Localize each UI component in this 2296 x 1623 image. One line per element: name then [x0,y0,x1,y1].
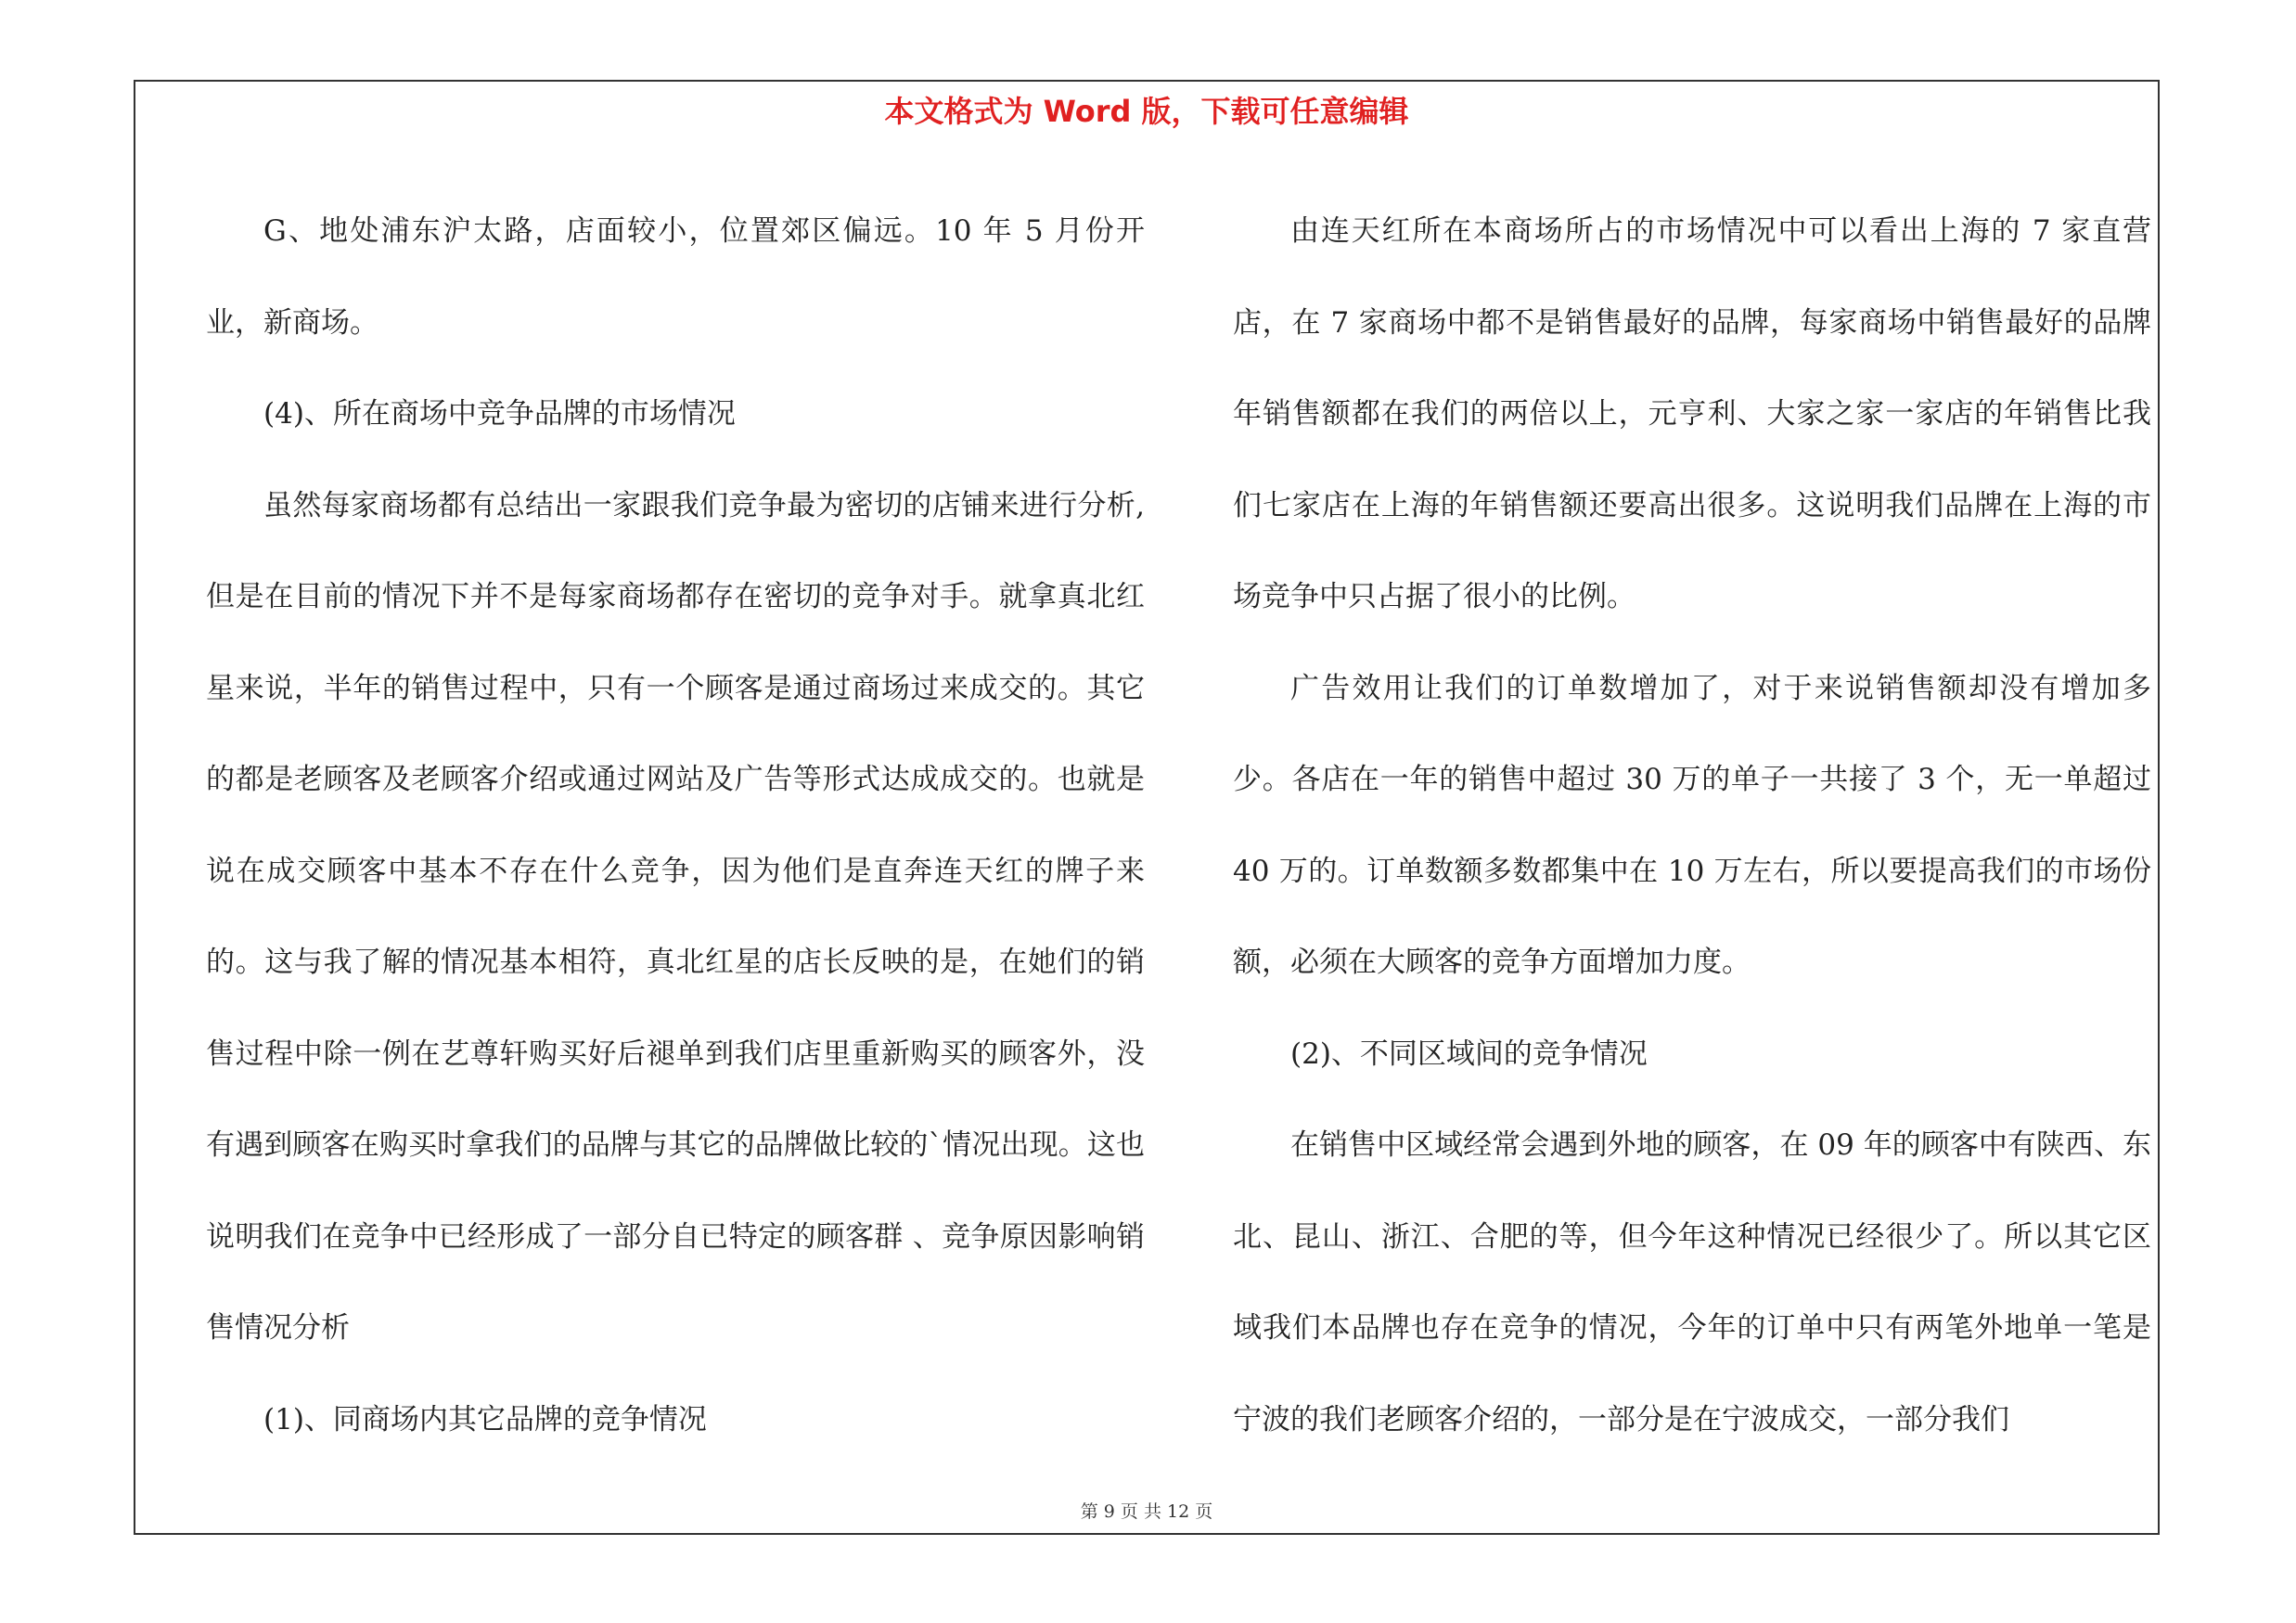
section-heading: (4)、所在商场中竞争品牌的市场情况 [263,397,736,431]
section-heading: (1)、同商场内其它品牌的竞争情况 [263,1402,707,1436]
left-column [206,186,1145,1448]
paragraph: G、地处浦东沪太路，店面较小，位置郊区偏远。10 年 5 月份开业，新商场。 [206,214,1145,340]
page-number: 第 9 页 共 12 页 [1080,1501,1213,1522]
paragraph: 广告效用让我们的订单数增加了，对于来说销售额却没有增加多少。各店在一年的销售中超过 30 万的单子一共接了 3 个，无一单超过 40 万的。订单数额多数都集中在 10 万左右，所以要提高我们的市场份额，必须在大顾客的竞争方面增加力度。 [1233,671,2151,979]
section-heading: (2)、不同区域间的竞争情况 [1290,1037,1648,1071]
right-column [1233,186,2151,1448]
paragraph: 由连天红所在本商场所占的市场情况中可以看出上海的 7 家直营店，在 7 家商场中都不是销售最好的品牌，每家商场中销售最好的品牌年销售额都在我们的两倍以上，元亨利、大家之家一家店的年销售比我们七家店在上海的年销售额还要高出很多。这说明我们品牌在上海的市场竞争中只占据了很小的比例。 [1233,214,2151,613]
paragraph: 在销售中区域经常会遇到外地的顾客，在 09 年的顾客中有陕西、东北、昆山、浙江、合肥的等，但今年这种情况已经很少了。所以其它区域我们本品牌也存在竞争的情况，今年的订单中只有两笔外地单一笔是宁波的我们老顾客介绍的，一部分是在宁波成交，一部分我们 [1233,1128,2151,1436]
paragraph: 虽然每家商场都有总结出一家跟我们竞争最为密切的店铺来进行分析,但是在目前的情况下并不是每家商场都存在密切的竞争对手。就拿真北红星来说，半年的销售过程中，只有一个顾客是通过商场过来成交的。其它的都是老顾客及老顾客介绍或通过网站及广告等形式达成成交的。也就是说在成交顾客中基本不存在什么竞争，因为他们是直奔连天红的牌子来的。这与我了解的情况基本相符，真北红星的店长反映的是，在她们的销售过程中除一例在艺尊轩购买好后褪单到我们店里重新购买的顾客外，没有遇到顾客在购买时拿我们的品牌与其它的品牌做比较的`情况出现。这也说明我们在竞争中已经形成了一部分自已特定的顾客群 、竞争原因影响销售情况分析 [206,488,1145,1345]
format-banner: 本文格式为 Word 版，下载可任意编辑 [884,94,1409,129]
